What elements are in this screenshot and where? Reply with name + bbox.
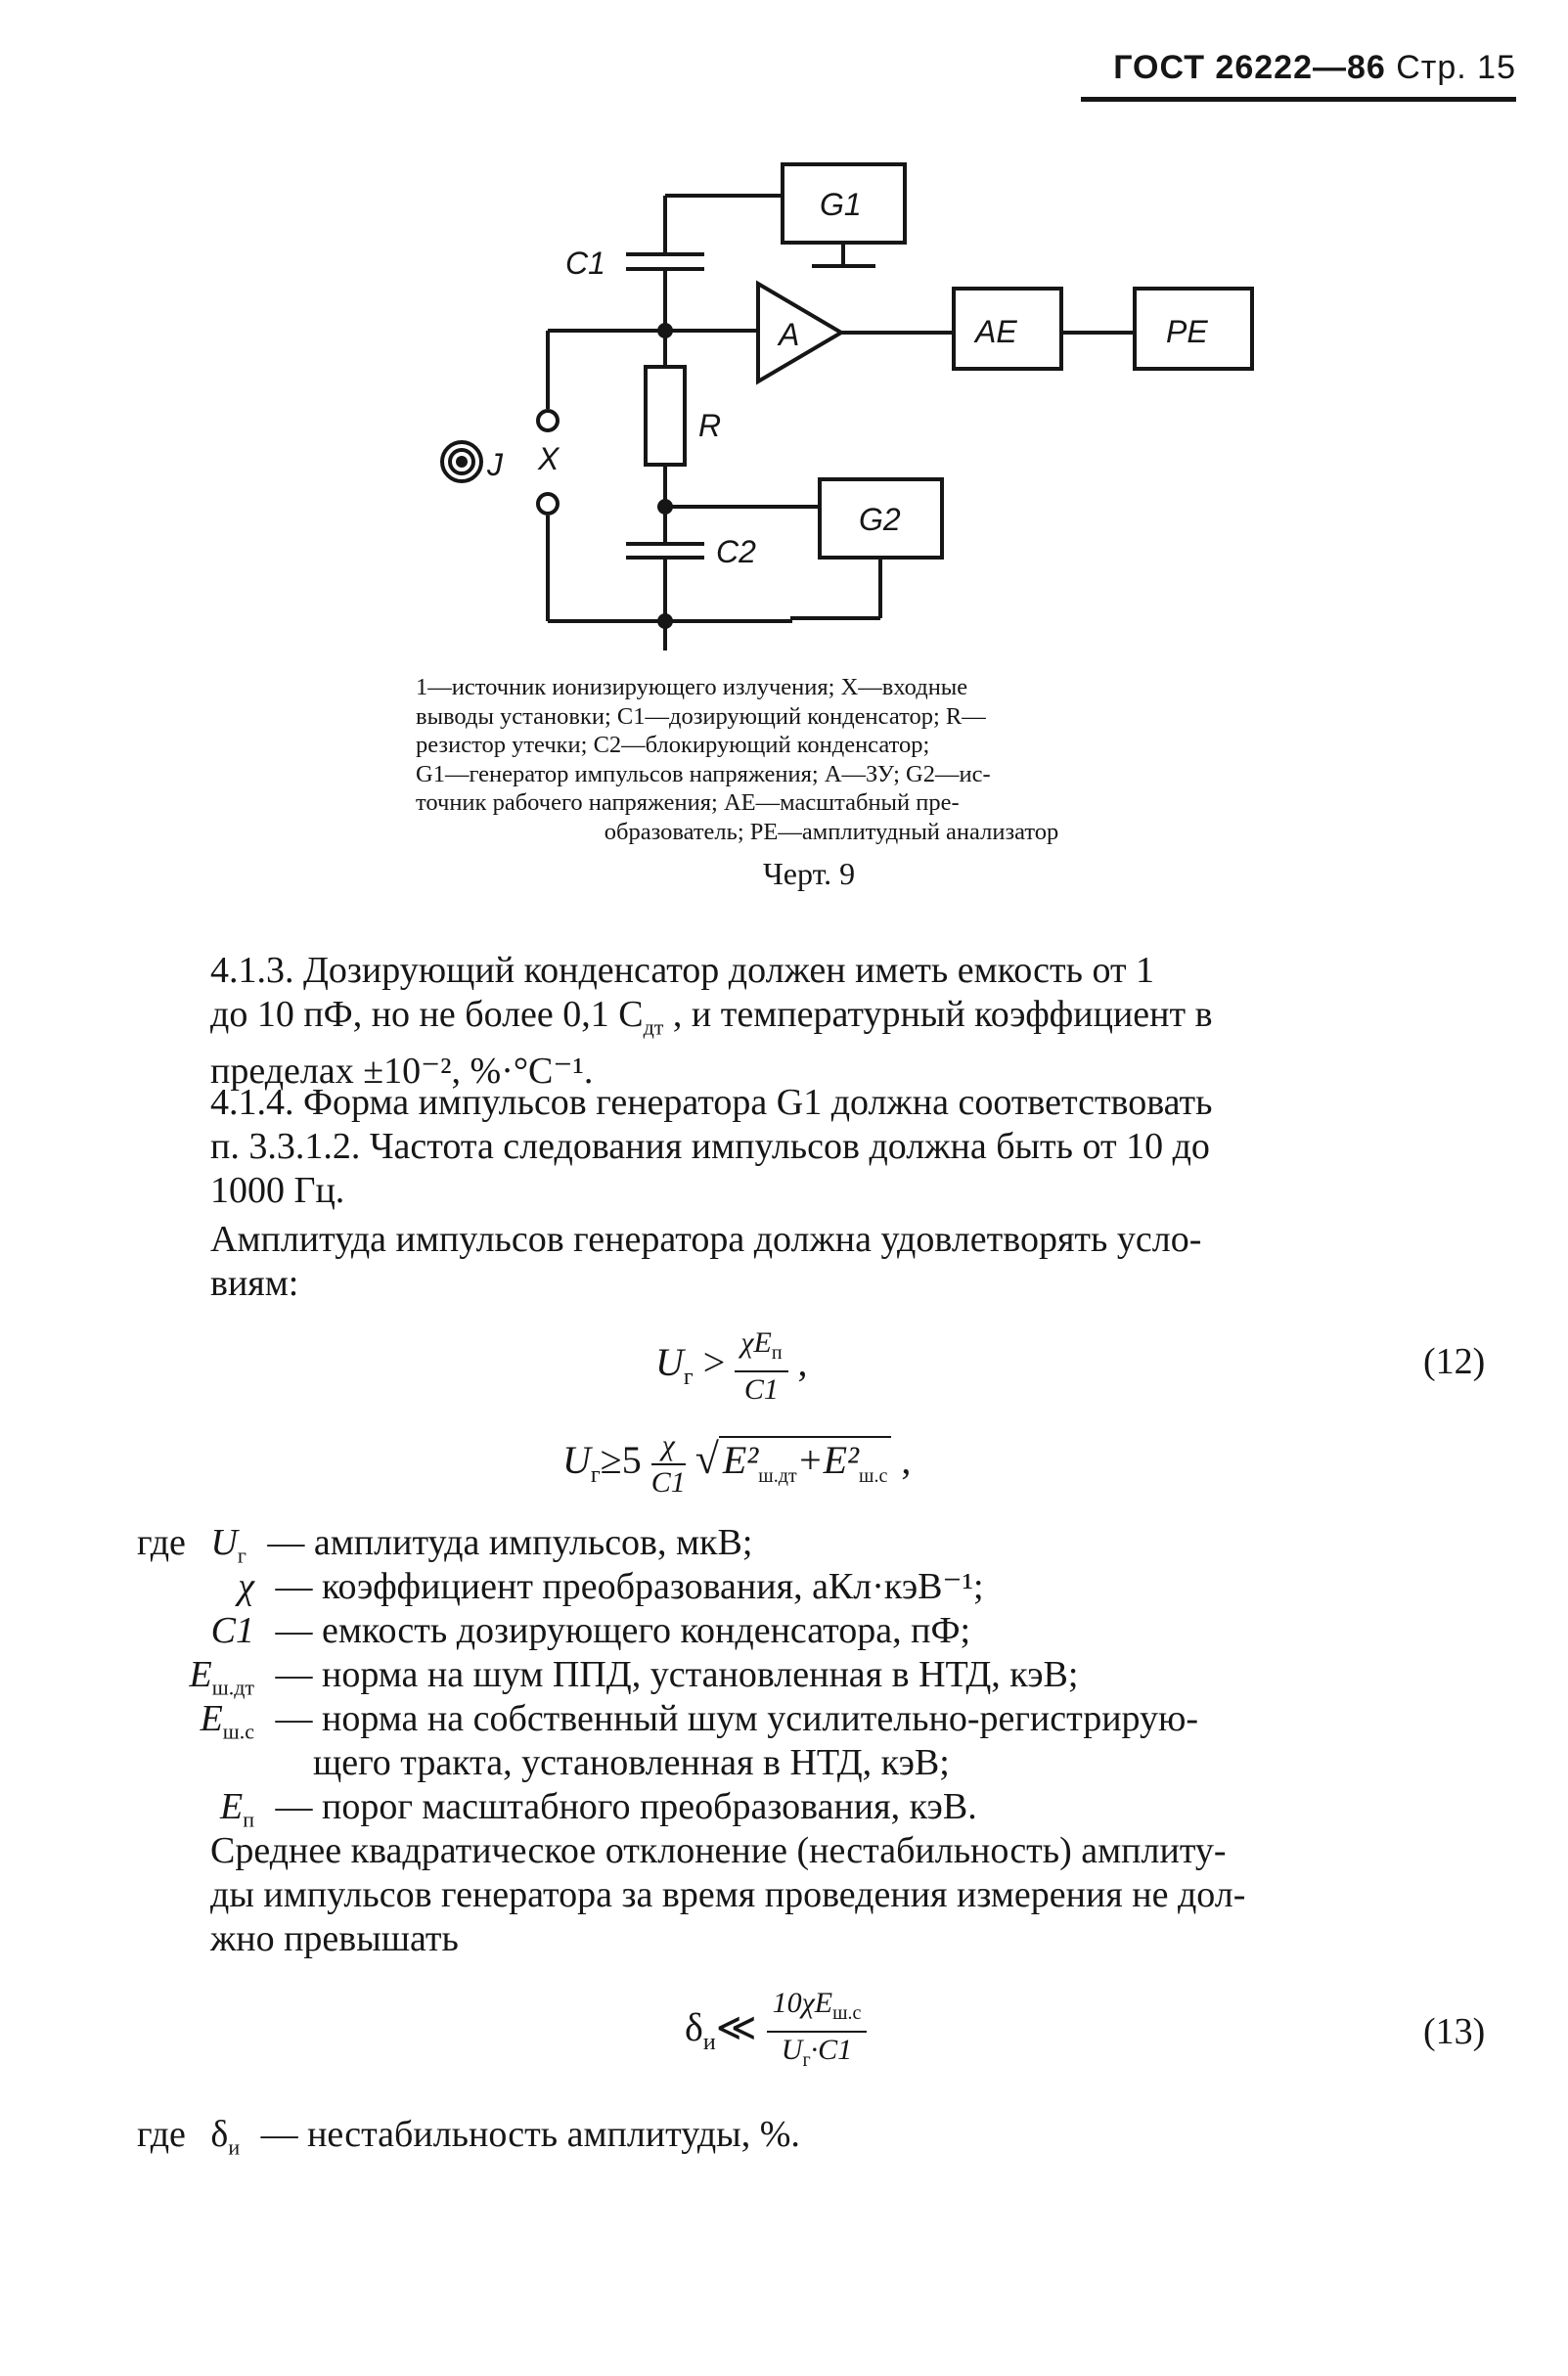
caption-line: резистор утечки; C2—блокирующий конденсатор;: [416, 732, 930, 758]
para-line: виям:: [210, 1263, 299, 1304]
formula-13-number: (13): [1423, 2011, 1486, 2052]
definition-row: щего тракта, установленная в НТД, кэВ;: [313, 1742, 950, 1783]
circuit-diagram: [421, 147, 1262, 655]
caption-line: образователь; PE—амплитудный анализатор: [604, 818, 1059, 845]
para-line: 4.1.4. Форма импульсов генератора G1 должна соответствовать: [210, 1082, 1213, 1123]
caption-line: выводы установки; C1—дозирующий конденсатор; R—: [416, 702, 986, 730]
c2-label: C2: [716, 534, 756, 569]
para-line: Амплитуда импульсов генератора должна удовлетворять усло-: [210, 1219, 1202, 1260]
formula-12-number: (12): [1423, 1341, 1486, 1382]
para-line: 4.1.3. Дозирующий конденсатор должен иметь емкость от 1: [210, 950, 1155, 991]
ae-label: AE: [975, 314, 1017, 349]
fraction: $\frac{10\chi E_{ш.с}}{U_г\cdot C1}$: [767, 1986, 868, 2078]
c1-label: C1: [565, 246, 605, 281]
definition-row: $E_п$ — порог масштабного преобразования, кэВ.: [220, 1786, 977, 1832]
amplifier-a: [758, 284, 841, 381]
fraction: $\frac{\chi E_п}{C1}$: [735, 1325, 787, 1408]
paragraph-4-1-3: 4.1.3. Дозирующий конденсатор должен иметь емкость от 1 до 10 пФ, но не более 0,1 $C_{дт}$ , и температурный коэффициент в пределах ±10⁻², %·°C⁻¹.: [210, 950, 1213, 1092]
figure-caption: [416, 673, 1247, 846]
para-line: 1000 Гц.: [210, 1170, 345, 1211]
g1-label: G1: [820, 187, 862, 222]
a-label: A: [779, 317, 800, 352]
definition-row: χ — коэффициент преобразования, аКл·кэВ⁻¹;: [238, 1566, 984, 1607]
paragraph-amplitude: [210, 1218, 1511, 1306]
caption-line: 1—источник ионизирующего излучения; X—входные: [416, 674, 968, 700]
para-line: ды импульсов генератора за время проведения измерения не дол-: [210, 1874, 1246, 1915]
r-label: R: [698, 408, 722, 443]
page-header: [1081, 49, 1516, 102]
definition-row: где $U_г$ — амплитуда импульсов, мкВ;: [137, 1522, 753, 1568]
caption-line: точник рабочего напряжения; AE—масштабный пре-: [416, 789, 960, 816]
definition-row: $E_{ш.дт}$ — норма на шум ППД, установленная в НТД, кэВ;: [189, 1654, 1079, 1700]
figure-title: Черт. 9: [763, 856, 856, 891]
final-definition: где $\delta_и$ — нестабильность амплитуды, %.: [137, 2114, 800, 2160]
definition-row: $E_{ш.с}$ — норма на собственный шум усилительно-регистрирую-: [200, 1698, 1199, 1744]
page-number: Стр. 15: [1396, 49, 1516, 86]
source-label: J: [487, 447, 503, 482]
resistor-r: [646, 367, 685, 465]
x-label: X: [538, 441, 560, 476]
document-code: ГОСТ 26222—86: [1113, 49, 1386, 86]
para-line: жно превышать: [210, 1918, 459, 1959]
g2-label: G2: [859, 502, 901, 537]
para-line: п. 3.3.1.2. Частота следования импульсов должна быть от 10 до: [210, 1126, 1210, 1167]
para-line: Среднее квадратическое отклонение (нестабильность) амплиту-: [210, 1830, 1227, 1871]
formula-12: $U_г$ > $\frac{\chi E_п}{C1}$ ,: [655, 1326, 808, 1406]
formula-13: $\delta_и≪$ $\frac{10\chi E_{ш.с}}{U_г\cdot C1}$: [685, 1986, 867, 2078]
definition-row: C1 — емкость дозирующего конденсатора, пФ;: [210, 1610, 971, 1651]
paragraph-4-1-4: [210, 1081, 1511, 1213]
para-line: пределах ±10⁻², %·°C⁻¹.: [210, 1050, 594, 1092]
fraction: $\frac{\chi}{C1}$: [650, 1429, 686, 1499]
paragraph-std-deviation: [210, 1829, 1511, 1961]
formula-12b: $U_г\ge 5$ $\frac{\chi}{C1}$ √ $E^2_{ш.дт}+E^2_{ш.с}$ ,: [562, 1429, 912, 1499]
pe-label: PE: [1166, 314, 1208, 349]
definitions-list: [137, 1521, 1526, 1844]
caption-line: G1—генератор импульсов напряжения; A—ЗУ; G2—ис-: [416, 760, 991, 787]
